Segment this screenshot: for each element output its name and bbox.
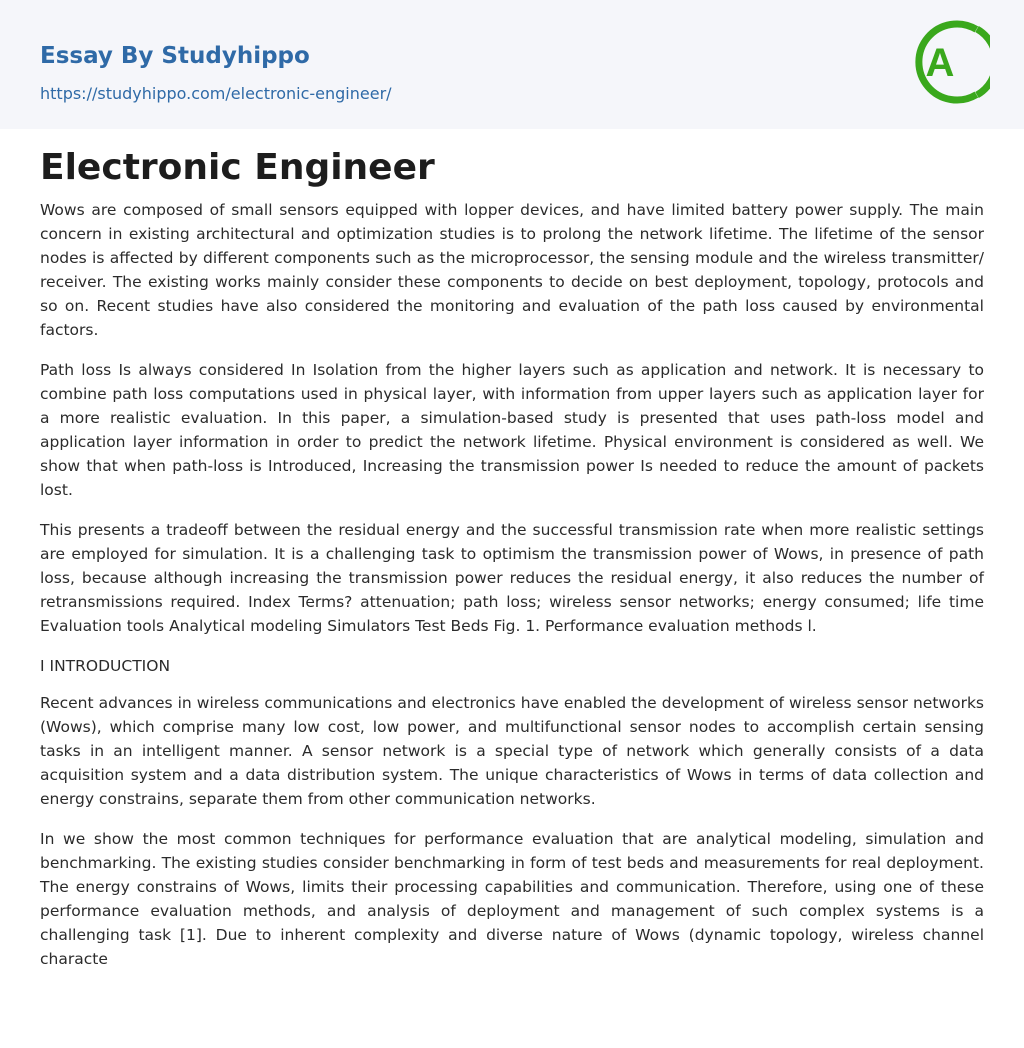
site-brand[interactable]: Essay By Studyhippo <box>40 43 310 69</box>
site-header <box>0 0 1024 129</box>
source-url-link[interactable]: https://studyhippo.com/electronic-engineer/ <box>40 84 392 103</box>
paragraph: Recent advances in wireless communications and electronics have enabled the development of wireless sensor networks (Wows), which comprise many low cost, low power, and multifunctional sensor nodes to accomplish certain sensing tasks in an intelligent manner. A sensor network is a special type of network which generally consists of a data acquisition system and a data distribution system. The unique characteristics of Wows in terms of data collection and energy constrains, separate them from other communication networks. <box>40 694 984 808</box>
paragraph: This presents a tradeoff between the residual energy and the successful transmission rate when more realistic settings are employed for simulation. It is a challenging task to optimism the transmission power of Wows, in presence of path loss, because although increasing the transmission power reduces the residual energy, it also reduces the number of retransmissions required. Index Terms? attenuation; path loss; wireless sensor networks; energy consumed; life time Evaluation tools Analytical modeling Simulators Test Beds Fig. 1. Performance evaluation methods l. <box>40 521 984 635</box>
paragraph: Wows are composed of small sensors equipped with lopper devices, and have limited battery power supply. The main concern in existing architectural and optimization studies is to prolong the network lifetime. The lifetime of the sensor nodes is affected by different components such as the microprocessor, the sensing module and the wireless transmitter/ receiver. The existing works mainly consider these components to decide on best deployment, topology, protocols and so on. Recent studies have also considered the monitoring and evaluation of the path loss caused by environmental factors. <box>40 201 984 339</box>
paragraph: Path loss Is always considered In Isolation from the higher layers such as application and network. It is necessary to combine path loss computations used in physical layer, with information from upper layers such as application layer for a more realistic evaluation. In this paper, a simulation-based study is presented that uses path-loss model and application layer information in order to predict the network lifetime. Physical environment is considered as well. We show that when path-loss is Introduced, Increasing the transmission power Is needed to reduce the amount of packets lost. <box>40 361 984 499</box>
section-heading: I INTRODUCTION <box>40 657 171 675</box>
page-title: Electronic Engineer <box>40 147 435 188</box>
paragraph: In we show the most common techniques for performance evaluation that are analytical modeling, simulation and benchmarking. The existing studies consider benchmarking in form of test beds and measurements for real deployment. The energy constrains of Wows, limits their processing capabilities and communication. Therefore, using one of these performance evaluation methods, and analysis of deployment and management of such complex systems is a challenging task [1]. Due to inherent complexity and diverse nature of Wows (dynamic topology, wireless channel characte <box>40 830 984 968</box>
article-body <box>40 140 984 987</box>
studyhippo-logo-icon[interactable] <box>900 16 990 108</box>
logo-letter: A <box>925 41 955 85</box>
